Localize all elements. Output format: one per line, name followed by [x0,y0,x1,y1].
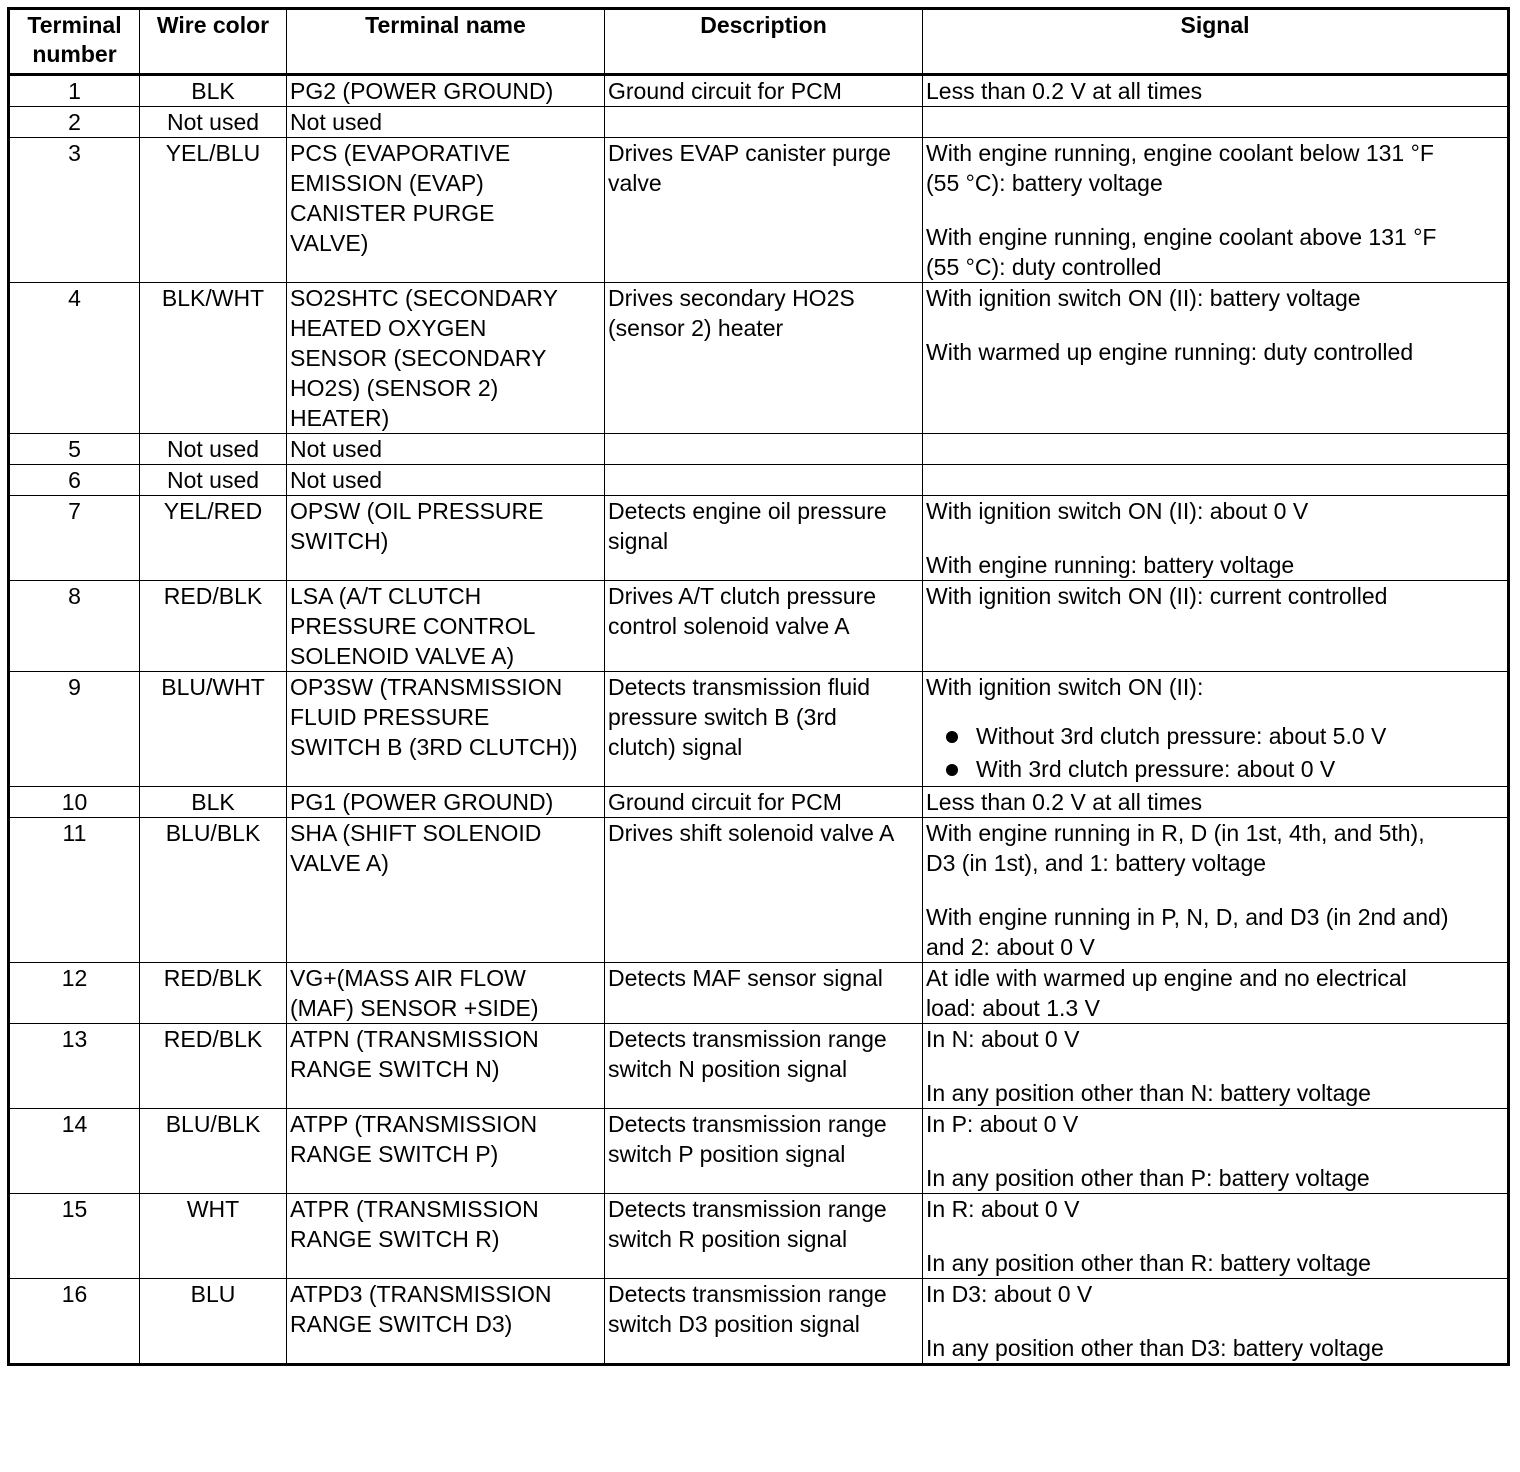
terminal-name-cell-text: PCS (EVAPORATIVE EMISSION (EVAP) CANISTER PURGE VALVE) [290,140,511,256]
terminal-table-container [7,7,1510,1366]
wire-color-cell [140,465,287,496]
description-cell [605,1194,923,1279]
header-row [9,9,1509,75]
terminal-number-cell [9,434,140,465]
terminal-name-cell [287,818,605,963]
terminal-number-cell [9,465,140,496]
wire-color-cell-text: Not used [166,436,260,462]
description-cell [605,1109,923,1194]
terminal-number-cell-text: 5 [68,436,81,462]
terminal-number-cell-text: 10 [61,789,88,815]
terminal-number-cell-text: 2 [68,109,81,135]
table-row [9,434,1509,465]
terminal-name-cell-text: ATPP (TRANSMISSION RANGE SWITCH P) [290,1111,538,1167]
terminal-number-cell-text: 13 [61,1026,88,1052]
terminal-number-cell-text: 11 [62,820,87,846]
terminal-number-cell-text: 9 [68,674,81,700]
wire-color-cell-text: Not used [166,467,260,493]
signal-text: With ignition switch ON (II): current controlled [926,583,1388,609]
terminal-name-cell [287,672,605,787]
signal-text: With warmed up engine running: duty controlled [926,339,1414,365]
wire-color-cell-text: YEL/RED [163,498,263,524]
description-cell-text: Detects transmission range switch D3 position signal [608,1281,887,1337]
table-row [9,581,1509,672]
signal-cell [923,1024,1509,1109]
terminal-name-cell-text: PG1 (POWER GROUND) [290,789,554,815]
description-cell [605,963,923,1024]
description-cell-text: Ground circuit for PCM [608,789,842,815]
table-row [9,1024,1509,1109]
signal-cell [923,1194,1509,1279]
signal-text: With ignition switch ON (II): battery voltage [926,285,1361,311]
terminal-number-cell [9,138,140,283]
signal-bullet-item: With 3rd clutch pressure: about 0 V [944,753,1504,786]
terminal-number-cell [9,107,140,138]
terminal-table [7,7,1510,1366]
signal-text: With engine running in R, D (in 1st, 4th, and 5th), D3 (in 1st), and 1: battery voltage [926,820,1425,876]
wire-color-cell [140,496,287,581]
signal-cell [923,818,1509,963]
wire-color-cell-text: BLU/WHT [161,674,265,700]
terminal-name-cell-text: SHA (SHIFT SOLENOID VALVE A) [290,820,542,876]
signal-cell [923,107,1509,138]
signal-text: With engine running, engine coolant below 131 °F (55 °C): battery voltage [926,140,1434,196]
terminal-number-cell-text: 16 [61,1281,88,1307]
terminal-number-cell [9,672,140,787]
wire-color-cell [140,818,287,963]
description-cell-text: Drives EVAP canister purge valve [608,140,891,196]
wire-color-cell-text: RED/BLK [163,965,263,991]
wire-color-cell-text: BLU/BLK [165,1111,261,1137]
terminal-name-cell-text: Not used [290,467,383,493]
table-row [9,75,1509,107]
description-cell-text: Detects transmission fluid pressure switch B (3rd clutch) signal [608,674,871,760]
signal-cell [923,283,1509,434]
table-row [9,672,1509,787]
description-cell [605,496,923,581]
terminal-name-cell [287,465,605,496]
terminal-number-cell-text: 14 [61,1111,88,1137]
wire-color-cell [140,283,287,434]
description-cell [605,465,923,496]
wire-color-cell [140,787,287,818]
signal-text: With ignition switch ON (II): about 0 V [926,498,1309,524]
terminal-name-cell [287,283,605,434]
wire-color-cell-text: BLK [191,789,235,815]
terminal-number-cell [9,787,140,818]
terminal-name-cell [287,434,605,465]
description-cell [605,138,923,283]
wire-color-cell-text: BLK [191,78,235,104]
signal-cell [923,496,1509,581]
wire-color-cell [140,1109,287,1194]
signal-cell [923,465,1509,496]
signal-cell [923,75,1509,107]
signal-text: In R: about 0 V [926,1196,1080,1222]
terminal-name-cell-text: Not used [290,436,383,462]
terminal-number-cell-text: 15 [61,1196,88,1222]
signal-text: In any position other than N: battery voltage [926,1080,1371,1106]
terminal-number-cell-text: 4 [68,285,81,311]
description-cell [605,581,923,672]
description-cell [605,434,923,465]
signal-cell [923,1109,1509,1194]
signal-text: Less than 0.2 V at all times [926,789,1203,815]
signal-text: In D3: about 0 V [926,1281,1093,1307]
signal-text: With ignition switch ON (II): [926,674,1204,700]
wire-color-cell [140,1194,287,1279]
terminal-name-cell [287,138,605,283]
description-cell [605,283,923,434]
terminal-number-cell-text: 1 [68,78,81,104]
description-cell [605,787,923,818]
signal-cell [923,672,1509,787]
header-terminal-number: Terminal number [9,9,140,75]
terminal-number-cell [9,1024,140,1109]
signal-cell [923,1279,1509,1365]
description-cell [605,672,923,787]
table-row [9,107,1509,138]
wire-color-cell-text: RED/BLK [163,1026,263,1052]
table-row [9,787,1509,818]
wire-color-cell-text: BLK/WHT [161,285,265,311]
terminal-number-cell [9,581,140,672]
terminal-name-cell [287,963,605,1024]
terminal-name-cell [287,1024,605,1109]
signal-text: With engine running, engine coolant above 131 °F (55 °C): duty controlled [926,224,1437,280]
description-cell [605,75,923,107]
terminal-name-cell [287,787,605,818]
terminal-number-cell-text: 6 [68,467,81,493]
wire-color-cell-text: BLU/BLK [165,820,261,846]
table-row [9,818,1509,963]
signal-bullet-item: Without 3rd clutch pressure: about 5.0 V [944,720,1504,753]
terminal-name-cell-text: OP3SW (TRANSMISSION FLUID PRESSURE SWITCH B (3RD CLUTCH)) [290,674,578,760]
terminal-name-cell [287,75,605,107]
terminal-name-cell-text: ATPR (TRANSMISSION RANGE SWITCH R) [290,1196,539,1252]
terminal-name-cell-text: ATPN (TRANSMISSION RANGE SWITCH N) [290,1026,539,1082]
wire-color-cell-text: BLU [190,1281,236,1307]
signal-bullet-list [926,720,1504,786]
terminal-name-cell-text: LSA (A/T CLUTCH PRESSURE CONTROL SOLENOID VALVE A) [290,583,536,669]
signal-text: With engine running in P, N, D, and D3 (in 2nd and) and 2: about 0 V [926,904,1449,960]
wire-color-cell-text: WHT [186,1196,240,1222]
description-cell-text: Drives shift solenoid valve A [608,820,895,846]
description-cell [605,818,923,963]
description-cell [605,1279,923,1365]
terminal-number-cell-text: 12 [61,965,88,991]
terminal-number-cell [9,818,140,963]
description-cell-text: Ground circuit for PCM [608,78,842,104]
wire-color-cell-text: YEL/BLU [165,140,261,166]
signal-cell [923,434,1509,465]
terminal-number-cell [9,1109,140,1194]
header-wire-color: Wire color [140,9,287,75]
terminal-number-cell [9,75,140,107]
description-cell-text: Detects engine oil pressure signal [608,498,887,554]
signal-text: At idle with warmed up engine and no electrical load: about 1.3 V [926,965,1407,1021]
wire-color-cell [140,138,287,283]
wire-color-cell [140,672,287,787]
signal-cell [923,138,1509,283]
terminal-number-cell [9,496,140,581]
signal-text: In any position other than P: battery voltage [926,1165,1370,1191]
signal-text: In any position other than D3: battery voltage [926,1335,1384,1361]
signal-cell [923,963,1509,1024]
signal-text: In N: about 0 V [926,1026,1080,1052]
table-row [9,963,1509,1024]
terminal-name-cell [287,581,605,672]
description-cell [605,107,923,138]
wire-color-cell [140,75,287,107]
wire-color-cell [140,1279,287,1365]
table-row [9,1194,1509,1279]
table-row [9,1109,1509,1194]
terminal-name-cell [287,1109,605,1194]
terminal-number-cell [9,283,140,434]
terminal-number-cell [9,1194,140,1279]
terminal-name-cell-text: Not used [290,109,383,135]
terminal-number-cell-text: 8 [68,583,81,609]
header-terminal-name: Terminal name [287,9,605,75]
terminal-number-cell-text: 7 [68,498,81,524]
terminal-name-cell-text: PG2 (POWER GROUND) [290,78,554,104]
terminal-name-cell [287,1194,605,1279]
description-cell-text: Detects transmission range switch P position signal [608,1111,887,1167]
signal-cell [923,581,1509,672]
wire-color-cell [140,434,287,465]
description-cell-text: Detects transmission range switch R position signal [608,1196,887,1252]
table-row [9,496,1509,581]
description-cell-text: Detects MAF sensor signal [608,965,883,991]
terminal-number-cell-text: 3 [68,140,81,166]
description-cell [605,1024,923,1109]
wire-color-cell [140,963,287,1024]
wire-color-cell-text: RED/BLK [163,583,263,609]
description-cell-text: Drives A/T clutch pressure control solenoid valve A [608,583,877,639]
terminal-name-cell-text: SO2SHTC (SECONDARY HEATED OXYGEN SENSOR (SECONDARY HO2S) (SENSOR 2) HEATER) [290,285,558,431]
wire-color-cell [140,581,287,672]
terminal-name-cell-text: VG+(MASS AIR FLOW (MAF) SENSOR +SIDE) [290,965,539,1021]
table-row [9,283,1509,434]
header-description: Description [605,9,923,75]
signal-text: Less than 0.2 V at all times [926,78,1203,104]
wire-color-cell [140,1024,287,1109]
terminal-name-cell [287,107,605,138]
terminal-name-cell-text: ATPD3 (TRANSMISSION RANGE SWITCH D3) [290,1281,552,1337]
table-row [9,138,1509,283]
terminal-name-cell [287,1279,605,1365]
signal-text: In any position other than R: battery voltage [926,1250,1371,1276]
table-row [9,1279,1509,1365]
terminal-name-cell [287,496,605,581]
signal-text: In P: about 0 V [926,1111,1079,1137]
header-signal: Signal [923,9,1509,75]
signal-text: With engine running: battery voltage [926,552,1295,578]
description-cell-text: Detects transmission range switch N position signal [608,1026,887,1082]
terminal-name-cell-text: OPSW (OIL PRESSURE SWITCH) [290,498,544,554]
signal-cell [923,787,1509,818]
description-cell-text: Drives secondary HO2S (sensor 2) heater [608,285,855,341]
wire-color-cell-text: Not used [166,109,260,135]
wire-color-cell [140,107,287,138]
terminal-number-cell [9,1279,140,1365]
terminal-number-cell [9,963,140,1024]
table-row [9,465,1509,496]
